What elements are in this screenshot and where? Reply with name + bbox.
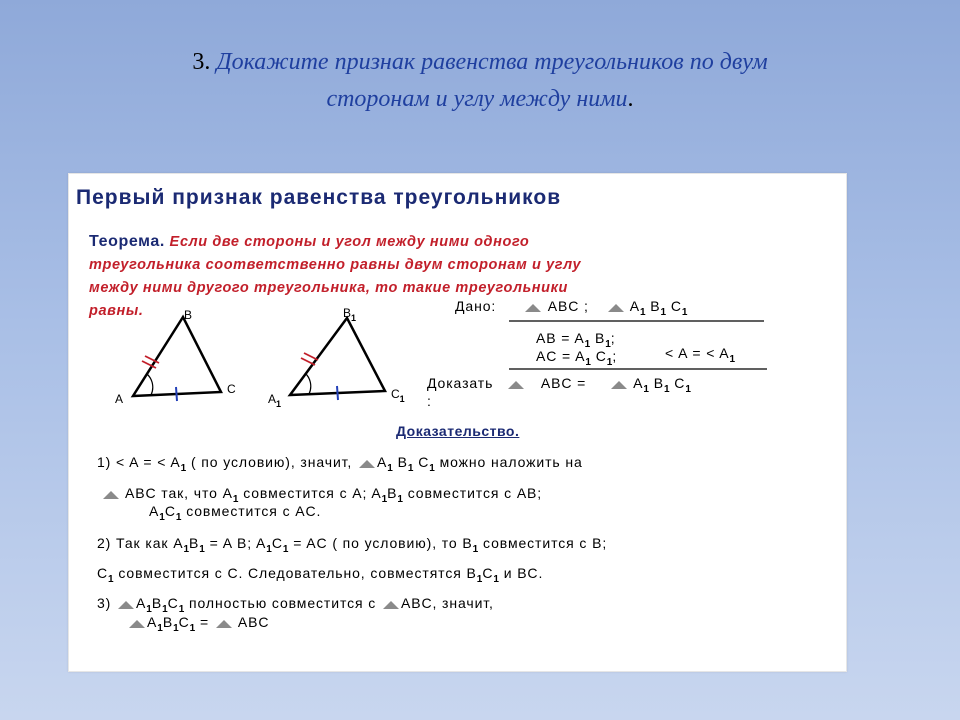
eq1-c: ; xyxy=(610,330,616,346)
p2-b: совместится с A; A xyxy=(243,485,382,501)
tick-ac xyxy=(176,387,177,401)
prove-right-c: C xyxy=(674,375,686,391)
subscript: 1 xyxy=(643,384,649,395)
given-label: Дано: xyxy=(455,298,497,314)
subscript: 1 xyxy=(585,357,591,368)
p7-a: A xyxy=(147,614,158,630)
p2-d: совместится с AB; xyxy=(407,485,543,501)
proof-line-6 xyxy=(97,595,494,615)
subscript: 1 xyxy=(429,463,435,474)
subscript: 1 xyxy=(729,354,736,365)
triangle-icon xyxy=(216,620,232,628)
p7-b: B xyxy=(162,614,174,630)
p4-b: B xyxy=(189,535,200,551)
subscript: 1 xyxy=(157,623,163,634)
tick-a1b1-2 xyxy=(304,353,318,360)
theorem-line-3: между ними другого треугольника, то такие треугольники xyxy=(89,280,568,296)
vertex-c1: $C_1$ xyxy=(391,387,405,404)
proof-line-7 xyxy=(127,614,270,634)
subscript: 1 xyxy=(175,512,182,523)
angle-arc-a xyxy=(147,374,153,395)
triangle-icon xyxy=(359,460,375,468)
given-tri2-b: B xyxy=(650,298,661,314)
subscript: 1 xyxy=(381,494,388,505)
proof-title: Доказательство. xyxy=(396,423,520,439)
p5-b: совместится с C. Следовательно, совместятся B xyxy=(118,565,477,581)
eq2-c: ; xyxy=(612,348,618,364)
proof-line-3 xyxy=(149,503,322,523)
p4-a: 2) Так как A xyxy=(97,535,184,551)
p4-f: совместится с B; xyxy=(483,535,608,551)
subscript: 1 xyxy=(108,574,114,585)
prove-line xyxy=(427,375,691,395)
p6-c: B xyxy=(151,595,163,611)
theorem-line-1: Если две стороны и угол между ними одного xyxy=(169,234,530,250)
subscript: 1 xyxy=(180,463,187,474)
vertex-a: A xyxy=(115,392,124,406)
prove-label: Доказать xyxy=(427,375,494,391)
given-tri2-a: A xyxy=(629,298,640,314)
triangle-a1b1c1 xyxy=(290,318,385,395)
triangle-icon xyxy=(129,620,145,628)
triangle-icon xyxy=(611,381,627,389)
p1-b: ( по условию), значит, xyxy=(190,454,353,470)
vertex-b: B xyxy=(184,308,193,322)
question-line-1: Докажите признак равенства треугольников по двум xyxy=(216,49,768,75)
eq1-a: AB = A xyxy=(536,330,585,346)
p4-c: = A B; A xyxy=(209,535,267,551)
prove-left: ABC = xyxy=(540,375,587,391)
subscript: 1 xyxy=(606,357,613,368)
subscript: 1 xyxy=(183,544,189,555)
p5-a: C xyxy=(97,565,109,581)
subscript: 1 xyxy=(681,307,688,318)
p7-e: ABC xyxy=(237,614,270,630)
card-heading: Первый признак равенства треугольников xyxy=(76,186,562,209)
proof-line-1: 1) < A = < $A_1$ ( по условию), значит, $A_1$ $B_1$ $C_1$ можно наложить на xyxy=(97,454,583,474)
vertex-a1: $A_1$ xyxy=(268,392,282,409)
triangle-icon xyxy=(383,601,399,609)
eq2-b: C xyxy=(595,348,607,364)
p1-c: можно наложить на xyxy=(439,454,583,470)
proof-line-5 xyxy=(97,565,544,585)
subscript: 1 xyxy=(639,307,646,318)
proof-line-2 xyxy=(101,485,543,505)
task-number: 3. xyxy=(192,49,211,75)
p7-d: = xyxy=(200,614,210,630)
subscript: 1 xyxy=(476,574,483,585)
eq1-b: B xyxy=(594,330,606,346)
given-line xyxy=(455,298,688,318)
prove-right-a: A xyxy=(633,375,644,391)
proof-line-4 xyxy=(97,535,608,555)
triangle-icon xyxy=(118,601,134,609)
p6-a: 3) xyxy=(97,595,112,611)
p4-d: C xyxy=(271,535,283,551)
vertex-b1: $B_1$ xyxy=(343,306,357,323)
given-tri1: ABC ; xyxy=(547,298,589,314)
triangle-icon xyxy=(508,381,524,389)
subscript: 1 xyxy=(178,604,185,615)
triangle-icon xyxy=(103,491,119,499)
subscript: 1 xyxy=(397,494,403,505)
p7-c: C xyxy=(178,614,190,630)
p2-c: B xyxy=(387,485,398,501)
subscript: 1 xyxy=(162,604,168,615)
tick-a1b1-1 xyxy=(301,358,315,365)
question-line-2: сторонам и углу между ними xyxy=(326,86,628,112)
p6-d: C xyxy=(167,595,179,611)
triangle-icon xyxy=(608,304,624,312)
subscript: 1 xyxy=(189,623,196,634)
slide-title xyxy=(0,44,960,118)
subscript: 1 xyxy=(232,494,239,505)
p3-a: A xyxy=(149,503,160,519)
vertex-c: C xyxy=(227,382,236,396)
subscript: 1 xyxy=(407,463,414,474)
p6-e: полностью совместится с xyxy=(189,595,377,611)
subscript: 1 xyxy=(493,574,499,585)
theorem-card xyxy=(68,173,847,672)
subscript: 1 xyxy=(584,339,591,350)
theorem-label: Теорема. xyxy=(89,233,165,250)
subscript: 1 xyxy=(660,307,667,318)
given-eq2 xyxy=(536,348,618,368)
p6-b: A xyxy=(136,595,147,611)
p3-c: совместится с AC. xyxy=(186,503,322,519)
subscript: 1 xyxy=(387,463,393,474)
eq2-a: AC = A xyxy=(536,348,586,364)
angle-eq: < A = < A xyxy=(665,345,730,361)
prove-colon: : xyxy=(427,393,432,409)
given-angle xyxy=(665,345,736,365)
subscript: 1 xyxy=(146,604,152,615)
tick-a1c1 xyxy=(337,386,338,400)
p5-d: и BC. xyxy=(503,565,544,581)
subscript: 1 xyxy=(472,544,479,555)
theorem-line-2: треугольника соответственно равны двум сторонам и углу xyxy=(89,257,582,273)
subscript: 1 xyxy=(685,384,691,395)
p6-f: ABC, значит, xyxy=(400,595,494,611)
given-eq1 xyxy=(536,330,616,350)
triangle-icon xyxy=(525,304,541,312)
angle-arc-a1 xyxy=(305,373,311,394)
prove-right-b: B xyxy=(653,375,664,391)
p3-b: C xyxy=(164,503,176,519)
subscript: 1 xyxy=(266,544,272,555)
subscript: 1 xyxy=(605,339,611,350)
subscript: 1 xyxy=(282,544,289,555)
p1-a: 1) < A = < A xyxy=(97,454,181,470)
given-tri2-c: C xyxy=(670,298,682,314)
subscript: 1 xyxy=(199,544,205,555)
theorem-line-4: равны. xyxy=(89,303,144,319)
p5-c: C xyxy=(482,565,494,581)
p4-e: = AC ( по условию), то B xyxy=(293,535,473,551)
p2-a: ABC так, что A xyxy=(125,485,233,501)
subscript: 1 xyxy=(159,512,165,523)
subscript: 1 xyxy=(173,623,179,634)
question-period: . xyxy=(627,86,634,112)
subscript: 1 xyxy=(663,384,670,395)
